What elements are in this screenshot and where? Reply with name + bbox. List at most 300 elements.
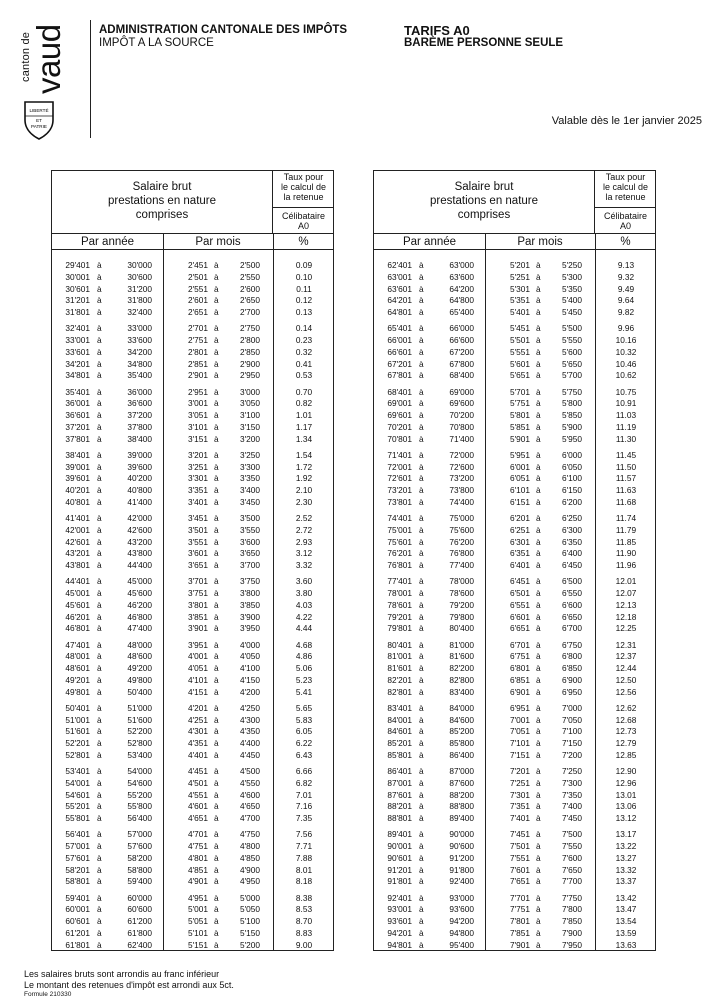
month-from: 2'751 xyxy=(187,335,208,345)
year-from: 74'401 xyxy=(387,513,412,523)
row-group xyxy=(374,893,655,952)
month-from: 3'001 xyxy=(187,398,208,409)
range-sep: à xyxy=(419,496,424,507)
table-row xyxy=(374,576,655,588)
rate-pct: 9.32 xyxy=(617,271,635,282)
rate-pct: 0.82 xyxy=(295,398,313,409)
range-sep: à xyxy=(97,939,102,950)
month-to: 4'050 xyxy=(239,651,260,662)
month-from: 2'501 xyxy=(187,271,208,282)
month-from: 4'651 xyxy=(187,813,208,823)
year-to: 73'800 xyxy=(449,485,474,495)
table-row xyxy=(374,841,655,853)
range-sep: à xyxy=(419,560,424,570)
range-sep: à xyxy=(97,599,102,610)
month-from: 4'751 xyxy=(187,841,208,851)
table-row xyxy=(52,865,333,877)
month-from: 3'451 xyxy=(187,513,208,523)
month-from: 6'801 xyxy=(509,663,530,673)
year-to: 46'200 xyxy=(127,599,152,610)
table-row xyxy=(52,548,333,560)
range-sep: à xyxy=(419,260,424,270)
table-row xyxy=(374,675,655,687)
range-sep: à xyxy=(536,766,541,776)
table-row xyxy=(52,829,333,841)
year-to: 48'600 xyxy=(127,651,152,662)
table-row xyxy=(374,335,655,347)
table-row xyxy=(374,940,655,952)
year-to: 74'400 xyxy=(449,496,474,507)
table-row xyxy=(52,663,333,675)
year-to: 82'200 xyxy=(449,663,474,673)
year-from: 32'401 xyxy=(65,323,90,334)
year-from: 45'601 xyxy=(65,599,90,610)
year-from: 64'801 xyxy=(387,307,412,317)
table-row xyxy=(374,865,655,877)
year-from: 84'001 xyxy=(387,714,412,725)
range-sep: à xyxy=(419,599,424,610)
range-sep: à xyxy=(97,789,102,800)
month-to: 5'950 xyxy=(561,433,582,444)
year-to: 63'600 xyxy=(449,271,474,282)
range-sep: à xyxy=(214,651,219,662)
range-sep: à xyxy=(97,283,102,294)
month-from: 5'951 xyxy=(509,449,530,460)
table-row xyxy=(374,876,655,888)
month-to: 2'950 xyxy=(239,370,260,381)
month-from: 5'201 xyxy=(509,260,530,270)
col-month-header: Par mois xyxy=(517,236,563,248)
rate-pct: 4.44 xyxy=(295,623,313,634)
month-to: 5'000 xyxy=(239,892,260,903)
month-from: 2'601 xyxy=(187,295,208,306)
table-row xyxy=(374,916,655,928)
month-to: 6'800 xyxy=(561,651,582,662)
rate-pct: 13.17 xyxy=(615,829,637,840)
range-sep: à xyxy=(419,651,424,662)
year-to: 30'000 xyxy=(127,260,152,270)
year-to: 70'800 xyxy=(449,421,474,432)
rate-pct: 13.47 xyxy=(615,904,637,915)
year-from: 65'401 xyxy=(387,323,412,334)
year-from: 45'001 xyxy=(65,588,90,598)
rate-pct: 8.70 xyxy=(295,916,313,926)
month-to: 5'400 xyxy=(561,295,582,306)
range-sep: à xyxy=(419,927,424,938)
month-to: 2'850 xyxy=(239,346,260,357)
table-row xyxy=(52,398,333,410)
table-row xyxy=(52,537,333,549)
table-row xyxy=(52,853,333,865)
rate-pct: 11.96 xyxy=(615,560,637,570)
range-sep: à xyxy=(419,295,424,306)
range-sep: à xyxy=(214,864,219,875)
range-sep: à xyxy=(97,651,102,662)
range-sep: à xyxy=(214,433,219,444)
range-sep: à xyxy=(214,841,219,851)
month-from: 7'051 xyxy=(509,726,530,737)
range-sep: à xyxy=(214,548,219,559)
scale-title: BARÈME PERSONNE SEULE xyxy=(404,37,564,49)
month-from: 5'801 xyxy=(509,410,530,420)
year-from: 51'601 xyxy=(65,726,90,737)
range-sep: à xyxy=(97,576,102,587)
range-sep: à xyxy=(97,738,102,748)
range-sep: à xyxy=(97,271,102,282)
rate-pct: 0.09 xyxy=(295,260,313,270)
range-sep: à xyxy=(97,433,102,444)
month-to: 7'600 xyxy=(561,852,582,863)
month-to: 6'850 xyxy=(561,663,582,673)
range-sep: à xyxy=(97,485,102,495)
table-row xyxy=(374,766,655,778)
range-sep: à xyxy=(536,813,541,823)
range-sep: à xyxy=(419,421,424,432)
range-sep: à xyxy=(97,386,102,397)
year-from: 71'401 xyxy=(387,449,412,460)
table-row xyxy=(374,640,655,652)
year-to: 40'800 xyxy=(127,485,152,495)
range-sep: à xyxy=(419,271,424,282)
month-to: 5'200 xyxy=(239,939,260,950)
range-sep: à xyxy=(419,904,424,915)
month-to: 3'650 xyxy=(239,548,260,559)
month-from: 3'351 xyxy=(187,485,208,495)
rate-pct: 0.32 xyxy=(295,346,313,357)
rate-pct: 8.53 xyxy=(295,904,313,915)
rate-pct: 5.06 xyxy=(295,663,313,673)
table-row xyxy=(52,272,333,284)
table-row xyxy=(374,485,655,497)
range-sep: à xyxy=(97,588,102,598)
rate-pct: 13.01 xyxy=(615,789,637,800)
month-from: 7'201 xyxy=(509,766,530,776)
year-to: 90'000 xyxy=(449,829,474,840)
range-sep: à xyxy=(419,876,424,887)
month-to: 3'750 xyxy=(239,576,260,587)
range-sep: à xyxy=(214,611,219,622)
month-to: 4'750 xyxy=(239,829,260,840)
month-from: 5'401 xyxy=(509,307,530,317)
rate-pct: 12.90 xyxy=(615,766,637,776)
year-to: 76'200 xyxy=(449,536,474,547)
month-from: 6'601 xyxy=(509,611,530,622)
range-sep: à xyxy=(419,639,424,650)
year-from: 77'401 xyxy=(387,576,412,587)
rate-pct: 12.44 xyxy=(615,663,637,673)
range-sep: à xyxy=(419,623,424,634)
row-group xyxy=(52,640,333,699)
month-to: 4'800 xyxy=(239,841,260,851)
month-from: 3'551 xyxy=(187,536,208,547)
rate-pct: 12.85 xyxy=(615,749,637,760)
month-to: 7'850 xyxy=(561,916,582,926)
table-row xyxy=(52,790,333,802)
year-from: 91'201 xyxy=(387,864,412,875)
year-to: 58'800 xyxy=(127,864,152,875)
month-from: 6'901 xyxy=(509,686,530,697)
range-sep: à xyxy=(214,323,219,334)
month-to: 2'800 xyxy=(239,335,260,345)
month-from: 7'651 xyxy=(509,876,530,887)
table-row xyxy=(374,410,655,422)
range-sep: à xyxy=(536,651,541,662)
range-sep: à xyxy=(419,323,424,334)
rate-pct: 11.90 xyxy=(615,548,637,559)
rate-pct: 10.46 xyxy=(615,358,637,369)
year-from: 88'801 xyxy=(387,813,412,823)
year-from: 76'801 xyxy=(387,560,412,570)
header-salary: Salaire brut prestations en nature comprises xyxy=(52,171,273,234)
month-to: 7'900 xyxy=(561,927,582,938)
year-to: 77'400 xyxy=(449,560,474,570)
range-sep: à xyxy=(536,295,541,306)
rate-pct: 7.88 xyxy=(295,852,313,863)
table-row xyxy=(374,612,655,624)
rate-pct: 10.91 xyxy=(615,398,637,409)
year-from: 87'001 xyxy=(387,777,412,788)
month-to: 5'700 xyxy=(561,370,582,381)
month-from: 3'951 xyxy=(187,639,208,650)
year-from: 55'801 xyxy=(65,813,90,823)
table-row xyxy=(374,434,655,446)
month-from: 4'701 xyxy=(187,829,208,840)
year-from: 69'601 xyxy=(387,410,412,420)
month-to: 4'450 xyxy=(239,749,260,760)
month-to: 7'350 xyxy=(561,789,582,800)
month-to: 3'500 xyxy=(239,513,260,523)
month-to: 6'000 xyxy=(561,449,582,460)
range-sep: à xyxy=(214,599,219,610)
table-row xyxy=(52,513,333,525)
month-to: 5'600 xyxy=(561,346,582,357)
month-from: 5'551 xyxy=(509,346,530,357)
month-to: 4'600 xyxy=(239,789,260,800)
range-sep: à xyxy=(419,801,424,812)
month-from: 7'301 xyxy=(509,789,530,800)
month-from: 4'051 xyxy=(187,663,208,673)
rate-pct: 6.43 xyxy=(295,749,313,760)
rate-pct: 11.50 xyxy=(615,461,637,472)
month-to: 4'100 xyxy=(239,663,260,673)
table-row xyxy=(52,778,333,790)
rate-pct: 13.37 xyxy=(615,876,637,887)
range-sep: à xyxy=(214,876,219,887)
month-from: 4'301 xyxy=(187,726,208,737)
month-to: 3'850 xyxy=(239,599,260,610)
table-row xyxy=(374,623,655,635)
rate-pct: 9.96 xyxy=(617,323,635,334)
month-to: 5'050 xyxy=(239,904,260,915)
table-row xyxy=(52,387,333,399)
range-sep: à xyxy=(97,927,102,938)
year-from: 41'401 xyxy=(65,513,90,523)
year-to: 55'200 xyxy=(127,789,152,800)
table-row xyxy=(52,703,333,715)
logo-motto-2: ET xyxy=(36,118,42,123)
month-from: 3'301 xyxy=(187,473,208,484)
rate-pct: 5.83 xyxy=(295,714,313,725)
year-to: 60'600 xyxy=(127,904,152,915)
month-to: 7'550 xyxy=(561,841,582,851)
year-from: 37'801 xyxy=(65,433,90,444)
month-to: 5'350 xyxy=(561,283,582,294)
month-to: 3'800 xyxy=(239,588,260,598)
range-sep: à xyxy=(419,749,424,760)
range-sep: à xyxy=(419,663,424,673)
table-row xyxy=(374,738,655,750)
year-to: 91'200 xyxy=(449,852,474,863)
year-from: 48'001 xyxy=(65,651,90,662)
month-to: 6'200 xyxy=(561,496,582,507)
year-to: 54'600 xyxy=(127,777,152,788)
range-sep: à xyxy=(214,370,219,381)
range-sep: à xyxy=(536,916,541,926)
year-to: 84'000 xyxy=(449,702,474,713)
month-to: 7'450 xyxy=(561,813,582,823)
month-to: 7'650 xyxy=(561,864,582,875)
table-row xyxy=(52,750,333,762)
month-to: 3'900 xyxy=(239,611,260,622)
range-sep: à xyxy=(536,398,541,409)
year-to: 34'800 xyxy=(127,358,152,369)
year-to: 85'800 xyxy=(449,738,474,748)
table-row xyxy=(52,623,333,635)
range-sep: à xyxy=(536,777,541,788)
rate-pct: 1.72 xyxy=(295,461,313,472)
table-row xyxy=(52,260,333,272)
month-from: 7'701 xyxy=(509,892,530,903)
range-sep: à xyxy=(97,323,102,334)
month-from: 6'201 xyxy=(509,513,530,523)
col-month-header: Par mois xyxy=(195,236,241,248)
month-to: 2'750 xyxy=(239,323,260,334)
year-from: 39'001 xyxy=(65,461,90,472)
range-sep: à xyxy=(536,702,541,713)
table-row xyxy=(52,560,333,572)
rate-pct: 1.92 xyxy=(295,473,313,484)
range-sep: à xyxy=(536,927,541,938)
year-to: 36'600 xyxy=(127,398,152,409)
year-from: 82'801 xyxy=(387,686,412,697)
month-to: 6'500 xyxy=(561,576,582,587)
table-row xyxy=(52,813,333,825)
year-from: 47'401 xyxy=(65,639,90,650)
row-group xyxy=(52,703,333,762)
year-from: 48'601 xyxy=(65,663,90,673)
month-to: 4'950 xyxy=(239,876,260,887)
month-from: 4'851 xyxy=(187,864,208,875)
year-from: 35'401 xyxy=(65,386,90,397)
range-sep: à xyxy=(419,939,424,950)
range-sep: à xyxy=(97,560,102,570)
rate-pct: 9.00 xyxy=(295,939,313,950)
year-to: 76'800 xyxy=(449,548,474,559)
month-from: 6'751 xyxy=(509,651,530,662)
month-to: 4'200 xyxy=(239,686,260,697)
year-to: 51'000 xyxy=(127,702,152,713)
month-from: 4'201 xyxy=(187,702,208,713)
table-row xyxy=(52,462,333,474)
range-sep: à xyxy=(214,358,219,369)
month-to: 4'700 xyxy=(239,813,260,823)
year-to: 63'000 xyxy=(449,260,474,270)
rate-pct: 11.57 xyxy=(615,473,637,484)
table-row xyxy=(52,284,333,296)
month-from: 4'901 xyxy=(187,876,208,887)
table-row xyxy=(374,687,655,699)
year-to: 79'200 xyxy=(449,599,474,610)
table-row xyxy=(52,295,333,307)
month-from: 2'651 xyxy=(187,307,208,317)
year-from: 52'201 xyxy=(65,738,90,748)
month-to: 4'500 xyxy=(239,766,260,776)
table-row xyxy=(52,893,333,905)
table-row xyxy=(374,726,655,738)
year-to: 68'400 xyxy=(449,370,474,381)
year-from: 86'401 xyxy=(387,766,412,776)
range-sep: à xyxy=(214,485,219,495)
range-sep: à xyxy=(214,271,219,282)
table-row xyxy=(374,548,655,560)
month-to: 6'350 xyxy=(561,536,582,547)
range-sep: à xyxy=(214,663,219,673)
year-from: 34'201 xyxy=(65,358,90,369)
range-sep: à xyxy=(214,623,219,634)
month-to: 6'050 xyxy=(561,461,582,472)
month-to: 6'250 xyxy=(561,513,582,523)
rate-pct: 13.63 xyxy=(615,939,637,950)
year-to: 45'000 xyxy=(127,576,152,587)
year-to: 80'400 xyxy=(449,623,474,634)
month-from: 7'451 xyxy=(509,829,530,840)
rate-pct: 12.18 xyxy=(615,611,637,622)
month-to: 7'250 xyxy=(561,766,582,776)
month-from: 5'001 xyxy=(187,904,208,915)
year-to: 60'000 xyxy=(127,892,152,903)
rate-pct: 9.82 xyxy=(617,307,635,317)
table-row xyxy=(52,335,333,347)
rate-pct: 11.30 xyxy=(615,433,637,444)
table-row xyxy=(374,703,655,715)
year-to: 89'400 xyxy=(449,813,474,823)
table-row xyxy=(374,651,655,663)
range-sep: à xyxy=(536,829,541,840)
range-sep: à xyxy=(536,588,541,598)
month-to: 5'550 xyxy=(561,335,582,345)
year-from: 82'201 xyxy=(387,674,412,685)
month-to: 6'600 xyxy=(561,599,582,610)
range-sep: à xyxy=(536,639,541,650)
rate-pct: 7.71 xyxy=(295,841,313,851)
range-sep: à xyxy=(536,738,541,748)
year-to: 34'200 xyxy=(127,346,152,357)
year-to: 94'800 xyxy=(449,927,474,938)
table-row xyxy=(52,323,333,335)
year-from: 33'001 xyxy=(65,335,90,345)
range-sep: à xyxy=(214,789,219,800)
range-sep: à xyxy=(214,829,219,840)
table-row xyxy=(374,398,655,410)
range-sep: à xyxy=(214,421,219,432)
year-from: 69'001 xyxy=(387,398,412,409)
year-from: 89'401 xyxy=(387,829,412,840)
month-from: 6'851 xyxy=(509,674,530,685)
range-sep: à xyxy=(419,674,424,685)
range-sep: à xyxy=(419,433,424,444)
table-row xyxy=(52,687,333,699)
month-to: 4'250 xyxy=(239,702,260,713)
